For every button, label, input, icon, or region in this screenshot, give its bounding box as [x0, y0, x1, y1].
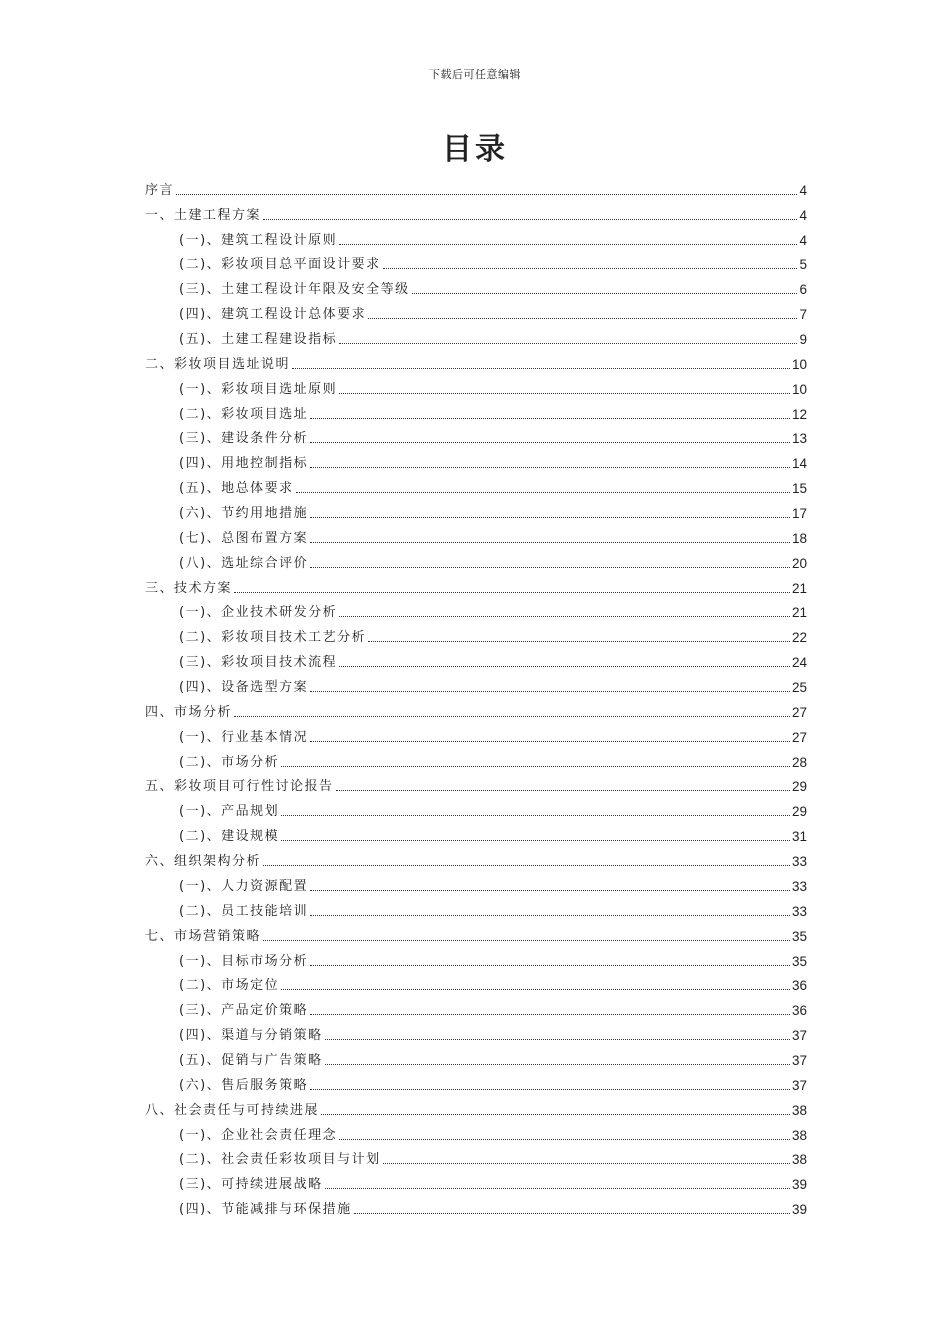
- toc-dot-leader: [281, 840, 790, 841]
- toc-entry-page-number: 14: [791, 456, 807, 472]
- toc-dot-leader: [234, 716, 790, 717]
- toc-entry-page-number: 12: [791, 406, 807, 422]
- toc-entry-label: 三、技术方案: [145, 580, 233, 596]
- toc-entry-label: (二)、市场定位: [179, 978, 280, 994]
- toc-dot-leader: [263, 940, 790, 941]
- toc-entry-page-number: 37: [791, 1052, 807, 1068]
- toc-dot-leader: [310, 542, 790, 543]
- toc-entry-label: (二)、建设规模: [179, 829, 280, 845]
- toc-entry-page-number: 4: [799, 207, 807, 223]
- toc-subsection-entry[interactable]: [145, 273, 807, 298]
- toc-entry-page-number: 29: [791, 779, 807, 795]
- toc-dot-leader: [310, 567, 790, 568]
- toc-entry-page-number: 18: [791, 530, 807, 546]
- toc-section-entry[interactable]: [145, 572, 807, 597]
- toc-entry-label: 八、社会责任与可持续进展: [145, 1102, 320, 1118]
- toc-entry-label: (七)、总图布置方案: [179, 530, 309, 546]
- toc-entry-page-number: 28: [791, 754, 807, 770]
- toc-entry-label: 六、组织架构分析: [145, 854, 262, 870]
- toc-dot-leader: [263, 865, 790, 866]
- toc-entry-page-number: 35: [791, 928, 807, 944]
- toc-entry-label: (一)、企业社会责任理念: [179, 1127, 338, 1143]
- toc-subsection-entry[interactable]: [145, 621, 807, 646]
- toc-dot-leader: [176, 194, 797, 195]
- toc-entry-label: 二、彩妆项目选址说明: [145, 356, 291, 372]
- toc-subsection-entry[interactable]: [145, 870, 807, 895]
- toc-entry-label: 序言: [145, 182, 175, 198]
- toc-dot-leader: [339, 1139, 790, 1140]
- toc-entry-page-number: 27: [791, 704, 807, 720]
- toc-entry-label: (一)、彩妆项目选址原则: [179, 381, 338, 397]
- toc-subsection-entry[interactable]: [145, 249, 807, 274]
- toc-dot-leader: [325, 1064, 790, 1065]
- toc-dot-leader: [325, 1188, 790, 1189]
- toc-subsection-entry[interactable]: [145, 994, 807, 1019]
- toc-entry-page-number: 33: [791, 854, 807, 870]
- toc-subsection-entry[interactable]: [145, 945, 807, 970]
- toc-entry-page-number: 39: [791, 1202, 807, 1218]
- toc-dot-leader: [325, 1039, 790, 1040]
- toc-entry-label: 一、土建工程方案: [145, 207, 262, 223]
- toc-subsection-entry[interactable]: [145, 398, 807, 423]
- toc-subsection-entry[interactable]: [145, 746, 807, 771]
- toc-entry-label: (五)、地总体要求: [179, 481, 294, 497]
- toc-entry-label: (一)、目标市场分析: [179, 953, 309, 969]
- toc-subsection-entry[interactable]: [145, 895, 807, 920]
- toc-dot-leader: [310, 467, 790, 468]
- toc-subsection-entry[interactable]: [145, 522, 807, 547]
- toc-dot-leader: [263, 219, 797, 220]
- toc-subsection-entry[interactable]: [145, 597, 807, 622]
- toc-dot-leader: [310, 741, 790, 742]
- toc-dot-leader: [292, 368, 790, 369]
- toc-entry-label: (六)、售后服务策略: [179, 1077, 309, 1093]
- toc-entry-label: 五、彩妆项目可行性讨论报告: [145, 779, 334, 795]
- toc-entry-page-number: 4: [799, 182, 807, 198]
- toc-subsection-entry[interactable]: [145, 1168, 807, 1193]
- toc-entry-page-number: 10: [791, 356, 807, 372]
- toc-subsection-entry[interactable]: [145, 298, 807, 323]
- toc-entry-page-number: 38: [791, 1127, 807, 1143]
- toc-entry-label: (二)、彩妆项目技术工艺分析: [179, 630, 367, 646]
- toc-dot-leader: [310, 442, 790, 443]
- toc-subsection-entry[interactable]: [145, 1193, 807, 1218]
- toc-entry-page-number: 13: [791, 431, 807, 447]
- toc-dot-leader: [310, 1014, 790, 1015]
- toc-entry-label: (四)、设备选型方案: [179, 680, 309, 696]
- toc-section-entry[interactable]: [145, 920, 807, 945]
- toc-dot-leader: [383, 1163, 790, 1164]
- toc-entry-label: (五)、土建工程建设指标: [179, 332, 338, 348]
- toc-entry-label: (三)、彩妆项目技术流程: [179, 655, 338, 671]
- toc-entry-page-number: 36: [791, 978, 807, 994]
- toc-entry-label: (二)、员工技能培训: [179, 903, 309, 919]
- toc-subsection-entry[interactable]: [145, 323, 807, 348]
- toc-dot-leader: [234, 592, 790, 593]
- toc-entry-page-number: 24: [791, 655, 807, 671]
- toc-dot-leader: [412, 293, 798, 294]
- toc-dot-leader: [296, 492, 790, 493]
- toc-dot-leader: [336, 790, 790, 791]
- toc-entry-page-number: 20: [791, 555, 807, 571]
- toc-subsection-entry[interactable]: [145, 447, 807, 472]
- toc-entry-page-number: 4: [799, 232, 807, 248]
- toc-subsection-entry[interactable]: [145, 1044, 807, 1069]
- toc-entry-label: (六)、节约用地措施: [179, 506, 309, 522]
- toc-entry-page-number: 31: [791, 829, 807, 845]
- toc-entry-page-number: 38: [791, 1152, 807, 1168]
- toc-section-entry[interactable]: [145, 845, 807, 870]
- toc-subsection-entry[interactable]: [145, 646, 807, 671]
- toc-entry-label: (一)、行业基本情况: [179, 729, 309, 745]
- toc-entry-label: (一)、产品规划: [179, 804, 280, 820]
- toc-section-entry[interactable]: [145, 1094, 807, 1119]
- toc-entry-page-number: 33: [791, 878, 807, 894]
- toc-entry-label: (四)、用地控制指标: [179, 456, 309, 472]
- toc-subsection-entry[interactable]: [145, 1144, 807, 1169]
- toc-dot-leader: [310, 1089, 790, 1090]
- toc-entry-page-number: 7: [799, 307, 807, 323]
- toc-section-entry[interactable]: [145, 771, 807, 796]
- toc-dot-leader: [339, 666, 790, 667]
- toc-entry-label: (四)、建筑工程设计总体要求: [179, 307, 367, 323]
- toc-entry-page-number: 5: [799, 257, 807, 273]
- toc-subsection-entry[interactable]: [145, 224, 807, 249]
- toc-entry-page-number: 38: [791, 1102, 807, 1118]
- toc-dot-leader: [310, 890, 790, 891]
- toc-entry-label: (三)、可持续进展战略: [179, 1177, 323, 1193]
- toc-section-entry[interactable]: [145, 348, 807, 373]
- toc-dot-leader: [321, 1114, 790, 1115]
- toc-entry-label: (一)、企业技术研发分析: [179, 605, 338, 621]
- toc-subsection-entry[interactable]: [145, 547, 807, 572]
- toc-entry-page-number: 25: [791, 680, 807, 696]
- toc-entry-page-number: 9: [799, 332, 807, 348]
- toc-entry-label: 七、市场营销策略: [145, 928, 262, 944]
- toc-dot-leader: [339, 343, 797, 344]
- toc-entry-page-number: 15: [791, 481, 807, 497]
- toc-entry-label: (二)、社会责任彩妆项目与计划: [179, 1152, 381, 1168]
- toc-dot-leader: [310, 517, 790, 518]
- toc-entry-page-number: 10: [791, 381, 807, 397]
- toc-subsection-entry[interactable]: [145, 671, 807, 696]
- toc-subsection-entry[interactable]: [145, 1019, 807, 1044]
- toc-entry-page-number: 27: [791, 729, 807, 745]
- toc-entry-page-number: 36: [791, 1003, 807, 1019]
- toc-entry-label: 四、市场分析: [145, 704, 233, 720]
- toc-dot-leader: [368, 318, 797, 319]
- toc-section-entry[interactable]: [145, 174, 807, 199]
- toc-subsection-entry[interactable]: [145, 373, 807, 398]
- page-header: 下载后可任意编辑: [429, 68, 521, 81]
- toc-entry-page-number: 22: [791, 630, 807, 646]
- toc-section-entry[interactable]: [145, 199, 807, 224]
- toc-subsection-entry[interactable]: [145, 795, 807, 820]
- toc-subsection-entry[interactable]: [145, 970, 807, 995]
- table-of-contents: [145, 174, 807, 1218]
- toc-entry-page-number: 39: [791, 1177, 807, 1193]
- toc-entry-label: (三)、产品定价策略: [179, 1003, 309, 1019]
- toc-dot-leader: [310, 691, 790, 692]
- toc-dot-leader: [354, 1213, 790, 1214]
- toc-dot-leader: [310, 915, 790, 916]
- toc-subsection-entry[interactable]: [145, 472, 807, 497]
- toc-entry-label: (二)、彩妆项目选址: [179, 406, 309, 422]
- toc-entry-page-number: 6: [799, 282, 807, 298]
- toc-dot-leader: [310, 418, 790, 419]
- toc-entry-label: (三)、土建工程设计年限及安全等级: [179, 282, 410, 298]
- page-title: 目录: [442, 132, 508, 167]
- toc-entry-label: (四)、节能减排与环保措施: [179, 1202, 352, 1218]
- toc-entry-label: (四)、渠道与分销策略: [179, 1028, 323, 1044]
- toc-subsection-entry[interactable]: [145, 497, 807, 522]
- toc-entry-label: (二)、彩妆项目总平面设计要求: [179, 257, 381, 273]
- toc-subsection-entry[interactable]: [145, 721, 807, 746]
- toc-dot-leader: [310, 965, 790, 966]
- toc-dot-leader: [281, 989, 790, 990]
- toc-entry-label: (一)、人力资源配置: [179, 878, 309, 894]
- toc-subsection-entry[interactable]: [145, 1069, 807, 1094]
- toc-entry-page-number: 21: [791, 580, 807, 596]
- toc-entry-page-number: 37: [791, 1028, 807, 1044]
- toc-dot-leader: [368, 641, 790, 642]
- toc-section-entry[interactable]: [145, 696, 807, 721]
- toc-dot-leader: [339, 244, 797, 245]
- toc-dot-leader: [281, 766, 790, 767]
- toc-entry-page-number: 17: [791, 506, 807, 522]
- toc-entry-label: (二)、市场分析: [179, 754, 280, 770]
- toc-dot-leader: [339, 616, 790, 617]
- toc-dot-leader: [339, 393, 790, 394]
- toc-entry-label: (一)、建筑工程设计原则: [179, 232, 338, 248]
- toc-dot-leader: [383, 268, 798, 269]
- toc-entry-page-number: 37: [791, 1077, 807, 1093]
- toc-entry-label: (三)、建设条件分析: [179, 431, 309, 447]
- toc-entry-label: (八)、选址综合评价: [179, 555, 309, 571]
- toc-entry-page-number: 29: [791, 804, 807, 820]
- toc-entry-page-number: 35: [791, 953, 807, 969]
- toc-subsection-entry[interactable]: [145, 820, 807, 845]
- toc-entry-label: (五)、促销与广告策略: [179, 1052, 323, 1068]
- toc-dot-leader: [281, 815, 790, 816]
- toc-subsection-entry[interactable]: [145, 423, 807, 448]
- toc-subsection-entry[interactable]: [145, 1119, 807, 1144]
- toc-entry-page-number: 21: [791, 605, 807, 621]
- toc-entry-page-number: 33: [791, 903, 807, 919]
